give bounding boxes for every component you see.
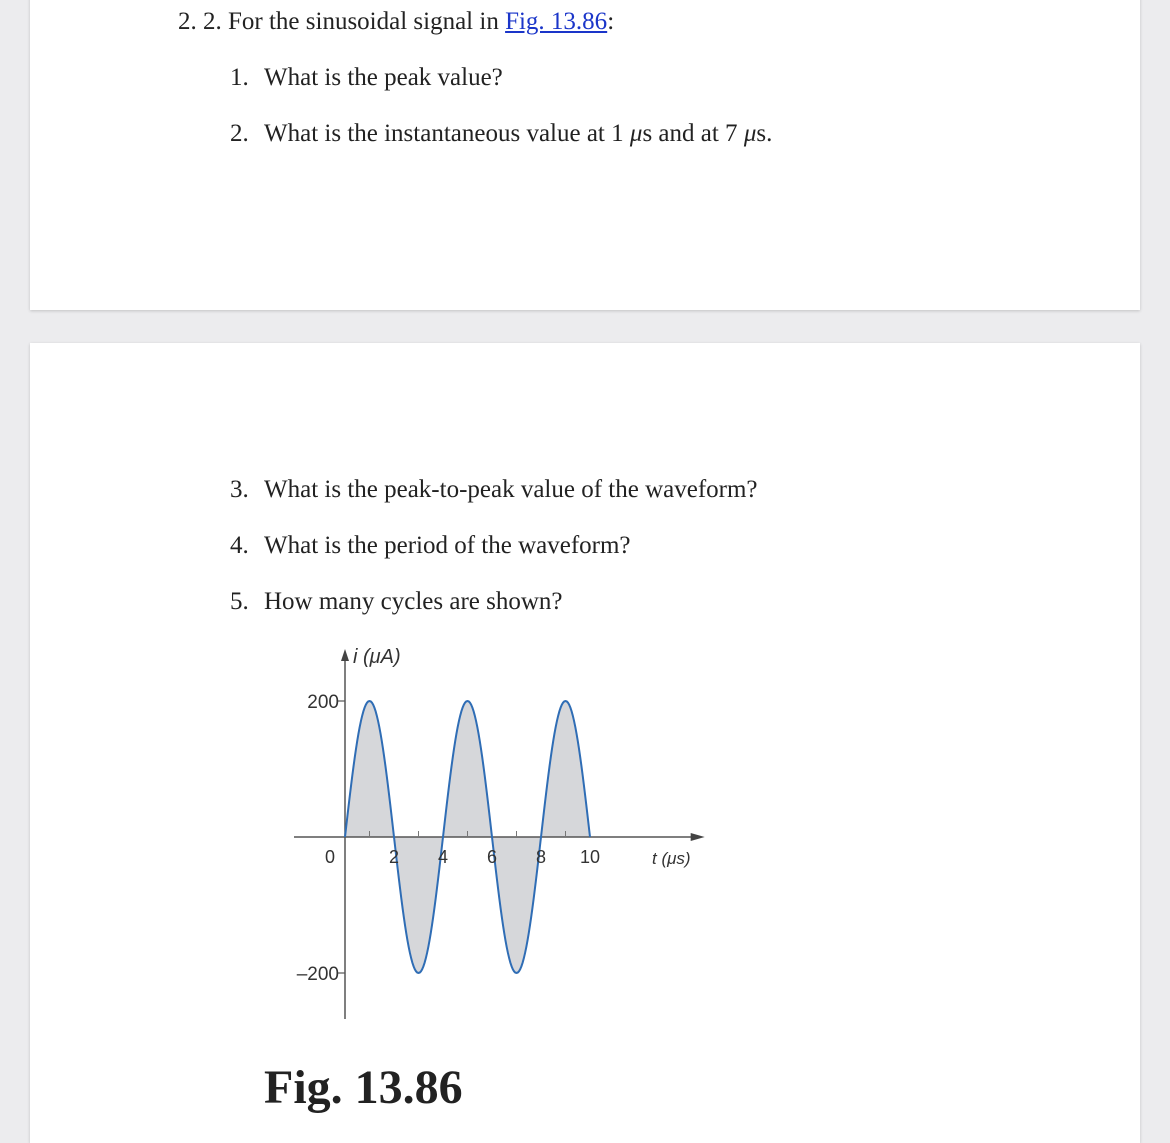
- list-item-3-number: 3.: [230, 476, 249, 503]
- list-item-2-unit-2: μ: [743, 120, 757, 147]
- list-item-2-text-before: What is the instantaneous value at 1: [264, 120, 630, 147]
- figure-13-86: [260, 633, 720, 1023]
- x-axis-label: t (μs): [652, 849, 691, 868]
- x-tick-label: 8: [535, 847, 547, 867]
- sinusoid-chart: [260, 633, 720, 1023]
- list-item-5-text: How many cycles are shown?: [264, 588, 563, 615]
- list-item-2-unit-1: μ: [629, 120, 643, 147]
- list-item-1-number: 1.: [230, 64, 249, 91]
- list-item-2: [230, 119, 772, 149]
- figure-caption: Fig. 13.86: [264, 1061, 463, 1114]
- y-axis-arrow: [341, 649, 349, 661]
- list-item-1-text: What is the peak value?: [264, 64, 503, 91]
- list-item-4-text: What is the period of the waveform?: [264, 532, 631, 559]
- y-tick-label: –200: [296, 964, 339, 985]
- list-item-2-text-after: s.: [756, 120, 773, 147]
- x-tick-label: 2: [388, 847, 400, 867]
- list-item-5: [230, 587, 563, 617]
- question-suffix: :: [607, 8, 615, 35]
- page-1: [30, 0, 1140, 310]
- list-item-5-number: 5.: [230, 588, 249, 615]
- list-item-2-text-mid: s and at 7: [642, 120, 744, 147]
- y-axis-label: i (μA): [353, 646, 401, 668]
- page-2: [30, 343, 1140, 1143]
- list-item-3-text: What is the peak-to-peak value of the waveform?: [264, 476, 758, 503]
- list-item-2-number: 2.: [230, 120, 249, 147]
- question-2-heading: [178, 7, 614, 37]
- x-tick-label: 0: [324, 847, 335, 867]
- question-number: 2.: [178, 8, 197, 35]
- y-tick-label: 200: [307, 692, 339, 713]
- list-item-4: [230, 531, 631, 561]
- x-tick-label: 4: [437, 847, 449, 867]
- question-prefix: 2. For the sinusoidal signal in: [203, 8, 506, 35]
- list-item-3: [230, 475, 758, 505]
- list-item-1: [230, 63, 503, 93]
- x-tick-label: 6: [486, 847, 498, 867]
- figure-link[interactable]: Fig. 13.86: [505, 8, 608, 35]
- list-item-4-number: 4.: [230, 532, 249, 559]
- x-tick-label: 10: [579, 847, 601, 867]
- x-axis-arrow: [691, 833, 705, 841]
